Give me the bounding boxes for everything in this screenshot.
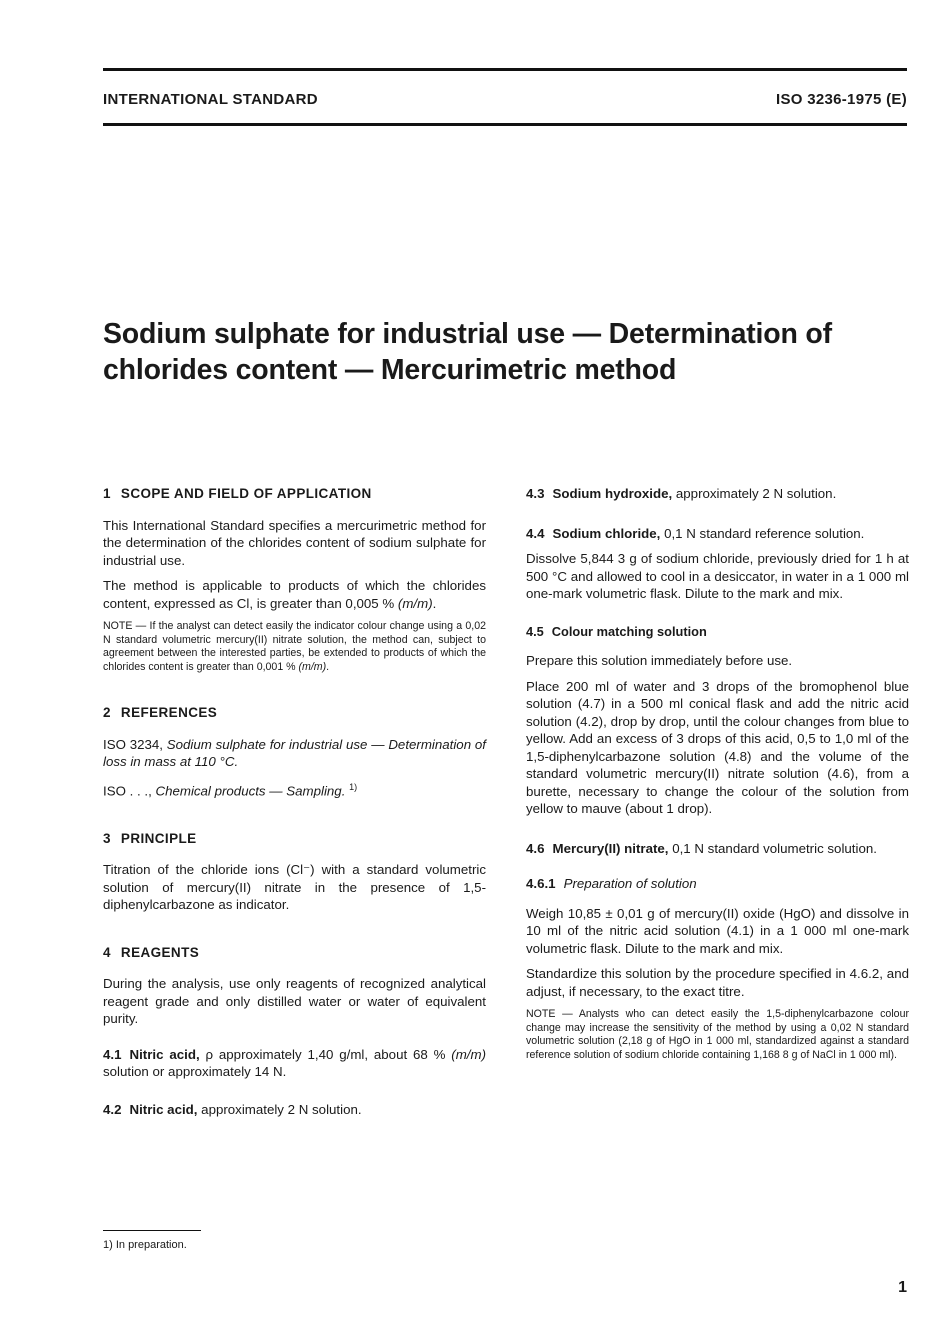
page-number: 1 [898,1279,907,1296]
reagent-4-6: 4.6 Mercury(II) nitrate, 0,1 N standard volumetric solution. [526,840,877,856]
principle-paragraph: Titration of the chloride ions (Cl⁻) with a standard volumetric solution of mercury(II) nitrate in the presence of 1,5-diphenylcarbazone as indicator. [103,862,486,913]
section-1-heading: 1 SCOPE AND FIELD OF APPLICATION [103,486,372,501]
reference-1: ISO 3234, Sodium sulphate for industrial use — Determination of loss in mass at 110 °C. [103,736,486,770]
reagent-4-6-1-heading: 4.6.1 Preparation of solution [526,876,697,891]
reagent-4-5-heading: 4.5 Colour matching solution [526,623,707,639]
reagent-4-6-1-paragraph-1: Weigh 10,85 ± 0,01 g of mercury(II) oxide (HgO) and dissolve in 10 ml of the nitric acid solution (4.1) in a 1 000 ml one-mark volumetric flask. Dilute to the mark and mix. [526,905,909,956]
reagent-4-3: 4.3 Sodium hydroxide, approximately 2 N solution. [526,486,837,501]
applicability-paragraph: The method is applicable to products of which the chlorides content, expressed as Cl, is greater than 0,005 % (m/m). [103,578,486,611]
scope-paragraph: This International Standard specifies a mercurimetric method for the determination of the chlorides content of sodium sulphate for industrial use. [103,517,486,568]
reagent-4-6-1-paragraph-2: Standardize this solution by the procedure specified in 4.6.2, and adjust, if necessary, to the exact titre. [526,966,909,999]
footnote: 1) In preparation. [103,1239,187,1251]
reagent-4-4-paragraph: Dissolve 5,844 3 g of sodium chloride, previously dried for 1 h at 500 °C and allowed to cool in a desiccator, in water in a 1 000 ml one-mark volumetric flask. Dilute to the mark and mix. [526,551,909,601]
section-4-heading: 4 REAGENTS [103,944,200,960]
standard-number: ISO 3236-1975 (E) [775,91,907,108]
reference-2: ISO . . ., Chemical products — Sampling. $^{1)}$ [103,781,358,799]
title-line-1: Sodium sulphate for industrial use — Determination of [103,318,832,350]
reagent-4-4: 4.4 Sodium chloride, 0,1 N standard reference solution. [526,525,865,541]
footnote-rule [103,1230,201,1231]
reagents-paragraph: During the analysis, use only reagents of recognized analytical reagent grade and only distilled water or water of equivalent purity. [103,976,486,1027]
section-2-heading: 2 REFERENCES [103,705,218,721]
reagent-4-6-1-note: NOTE — Analysts who can detect easily the 1,5-diphenylcarbazone colour change may increase the sensitivity of the method by using a 0,02 N standard volumetric solution (2,18 g of HgO in 1 000 ml, standardized against a standard reference solution of sodium chloride containing 1,168 8 g of NaCl in 1 000 ml). [526,1008,909,1061]
document-type: INTERNATIONAL STANDARD [103,91,318,108]
scope-note: NOTE — If the analyst can detect easily the indicator colour change using a 0,02 N standard volumetric mercury(II) nitrate solution, the method can, subject to agreement between the interested parties, be extended to products of which the chlorides content is greater than 0,001 % (m/m). [103,620,486,673]
header-rule [103,123,907,126]
reagent-4-1: 4.1 Nitric acid, ρ approximately 1,40 g/ml, about 68 % (m/m) solution or approximately 14 N. [103,1046,486,1080]
document-title [103,316,883,388]
title-line-2: chlorides content — Mercurimetric method [103,354,677,386]
reagent-4-5-paragraph-2: Place 200 ml of water and 3 drops of the bromophenol blue solution (4.7) in a 500 ml conical flask and add the nitric acid solution (4.2), drop by drop, until the colour changes from blue to yellow. Add an excess of 3 drops of this acid, 0,5 to 1,0 ml of the 1,5-diphenylcarbazone solution (4.8) and the volume of the standard volumetric mercury(II) nitrate solution (4.6), from a burette, necessary to change the colour of the solution from yellow to mauve (about 1 drop). [526,678,909,816]
right-column [526,485,909,1070]
left-column [103,485,486,1126]
reagent-4-5-paragraph-1: Prepare this solution immediately before use. [526,653,793,668]
reagent-4-2: 4.2 Nitric acid, approximately 2 N solution. [103,1101,362,1117]
top-rule [103,68,907,71]
section-3-heading: 3 PRINCIPLE [103,830,197,846]
